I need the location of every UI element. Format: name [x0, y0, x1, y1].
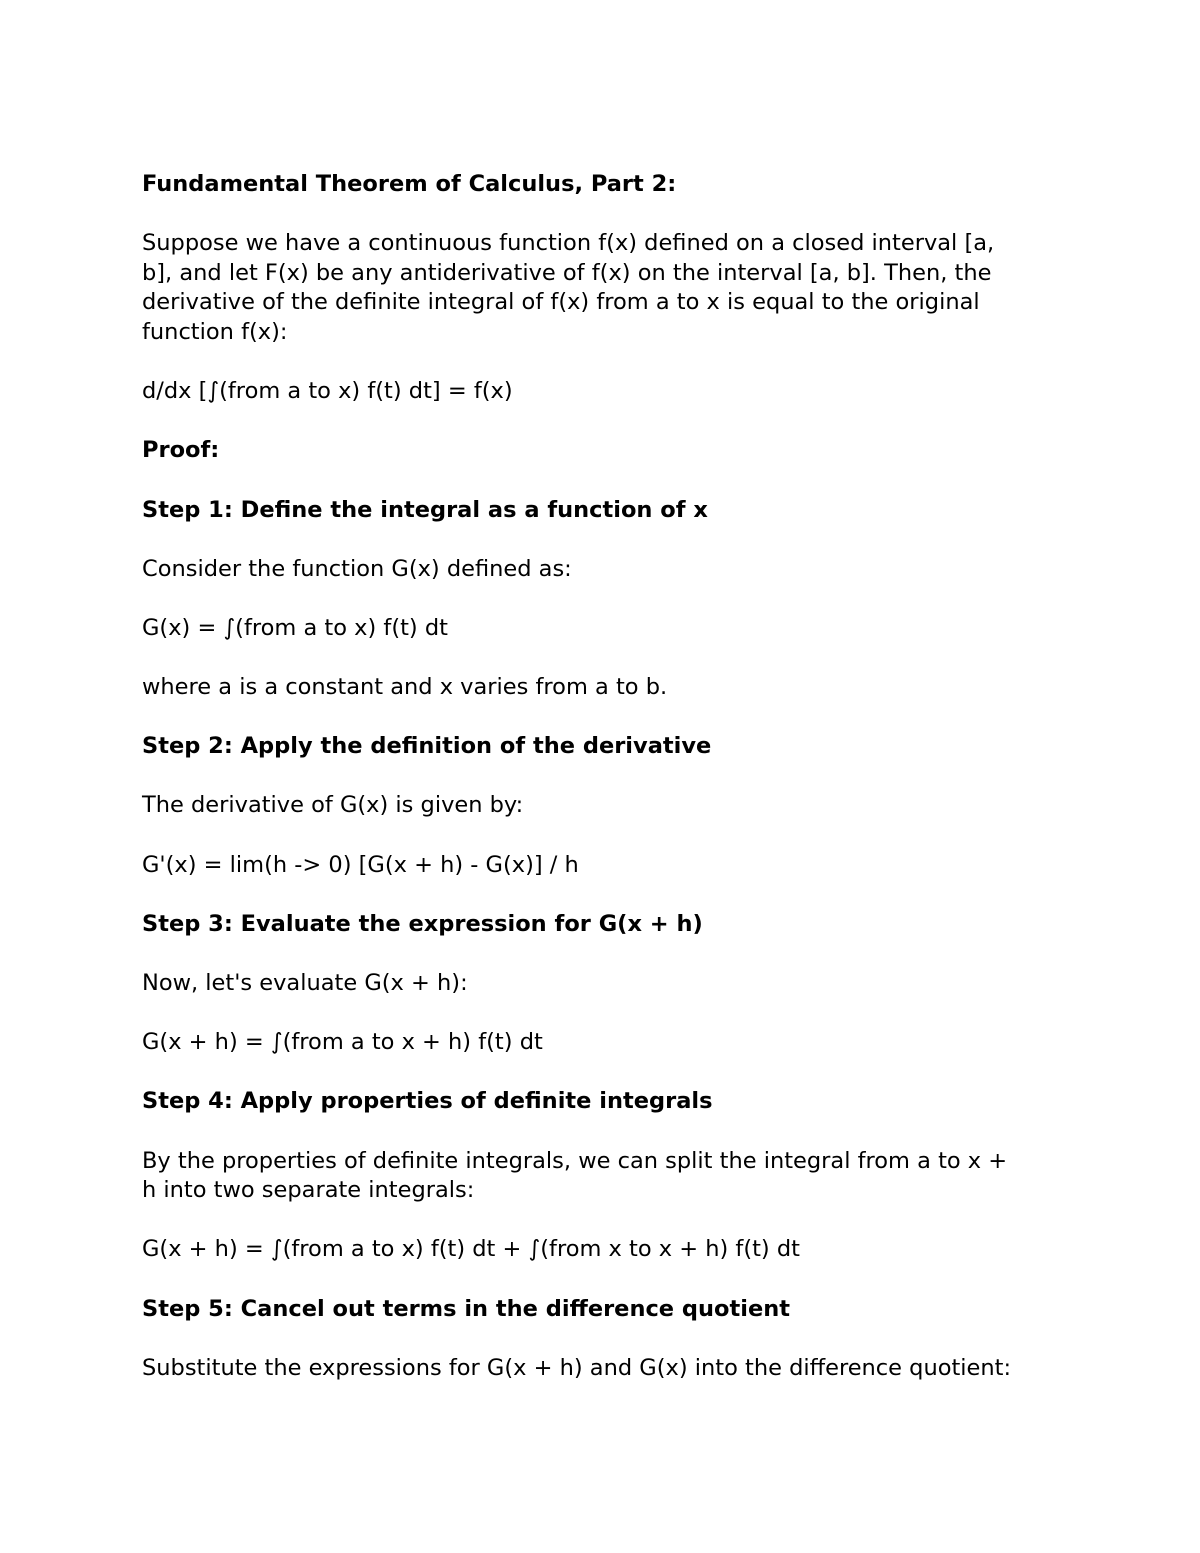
- step-4-text-line-2: h into two separate integrals:: [142, 1177, 475, 1204]
- step-1-text: Consider the function G(x) defined as:: [142, 555, 572, 582]
- step-3-formula: G(x + h) = ∫(from a to x + h) f(t) dt: [142, 1029, 543, 1056]
- spacer: [142, 644, 1062, 674]
- spacer: [142, 939, 1062, 969]
- step-2-heading: Step 2: Apply the definition of the derivative: [142, 733, 712, 760]
- spacer: [142, 1324, 1062, 1354]
- step-3-heading: Step 3: Evaluate the expression for G(x + h): [142, 910, 703, 937]
- spacer: [142, 1265, 1062, 1295]
- spacer: [142, 525, 1062, 555]
- spacer: [142, 999, 1062, 1029]
- step-4-formula: G(x + h) = ∫(from a to x) f(t) dt + ∫(from x to x + h) f(t) dt: [142, 1236, 800, 1263]
- step-1-heading: Step 1: Define the integral as a function of x: [142, 496, 708, 523]
- step-1-formula: G(x) = ∫(from a to x) f(t) dt: [142, 614, 448, 641]
- page-title: Fundamental Theorem of Calculus, Part 2:: [142, 171, 677, 197]
- step-1-note: where a is a constant and x varies from a to b.: [142, 674, 668, 701]
- spacer: [142, 1117, 1062, 1147]
- step-5-heading: Step 5: Cancel out terms in the difference quotient: [142, 1295, 790, 1322]
- proof-heading: Proof:: [142, 437, 220, 464]
- step-4-heading: Step 4: Apply properties of definite integrals: [142, 1088, 713, 1115]
- theorem-formula: d/dx [∫(from a to x) f(t) dt] = f(x): [142, 378, 513, 405]
- spacer: [142, 880, 1062, 910]
- step-5-text: Substitute the expressions for G(x + h) and G(x) into the difference quotient:: [142, 1354, 1012, 1381]
- intro-line-4: function f(x):: [142, 318, 288, 345]
- intro-line-2: b], and let F(x) be any antiderivative of f(x) on the interval [a, b]. Then, the: [142, 259, 992, 286]
- step-2-text: The derivative of G(x) is given by:: [142, 792, 524, 819]
- spacer: [142, 703, 1062, 733]
- spacer: [142, 1206, 1062, 1236]
- intro-line-1: Suppose we have a continuous function f(x) defined on a closed interval [a,: [142, 230, 995, 257]
- spacer: [142, 1058, 1062, 1088]
- intro-line-3: derivative of the definite integral of f(x) from a to x is equal to the original: [142, 289, 980, 316]
- spacer: [142, 466, 1062, 496]
- spacer: [142, 762, 1062, 792]
- spacer: [142, 407, 1062, 437]
- spacer: [142, 200, 1062, 230]
- step-4-text-line-1: By the properties of definite integrals, we can split the integral from a to x +: [142, 1147, 1008, 1174]
- spacer: [142, 821, 1062, 851]
- spacer: [142, 584, 1062, 614]
- step-3-text: Now, let's evaluate G(x + h):: [142, 970, 468, 997]
- document-page: [142, 170, 1062, 1383]
- spacer: [142, 348, 1062, 378]
- step-2-formula: G'(x) = lim(h -> 0) [G(x + h) - G(x)] / h: [142, 851, 579, 878]
